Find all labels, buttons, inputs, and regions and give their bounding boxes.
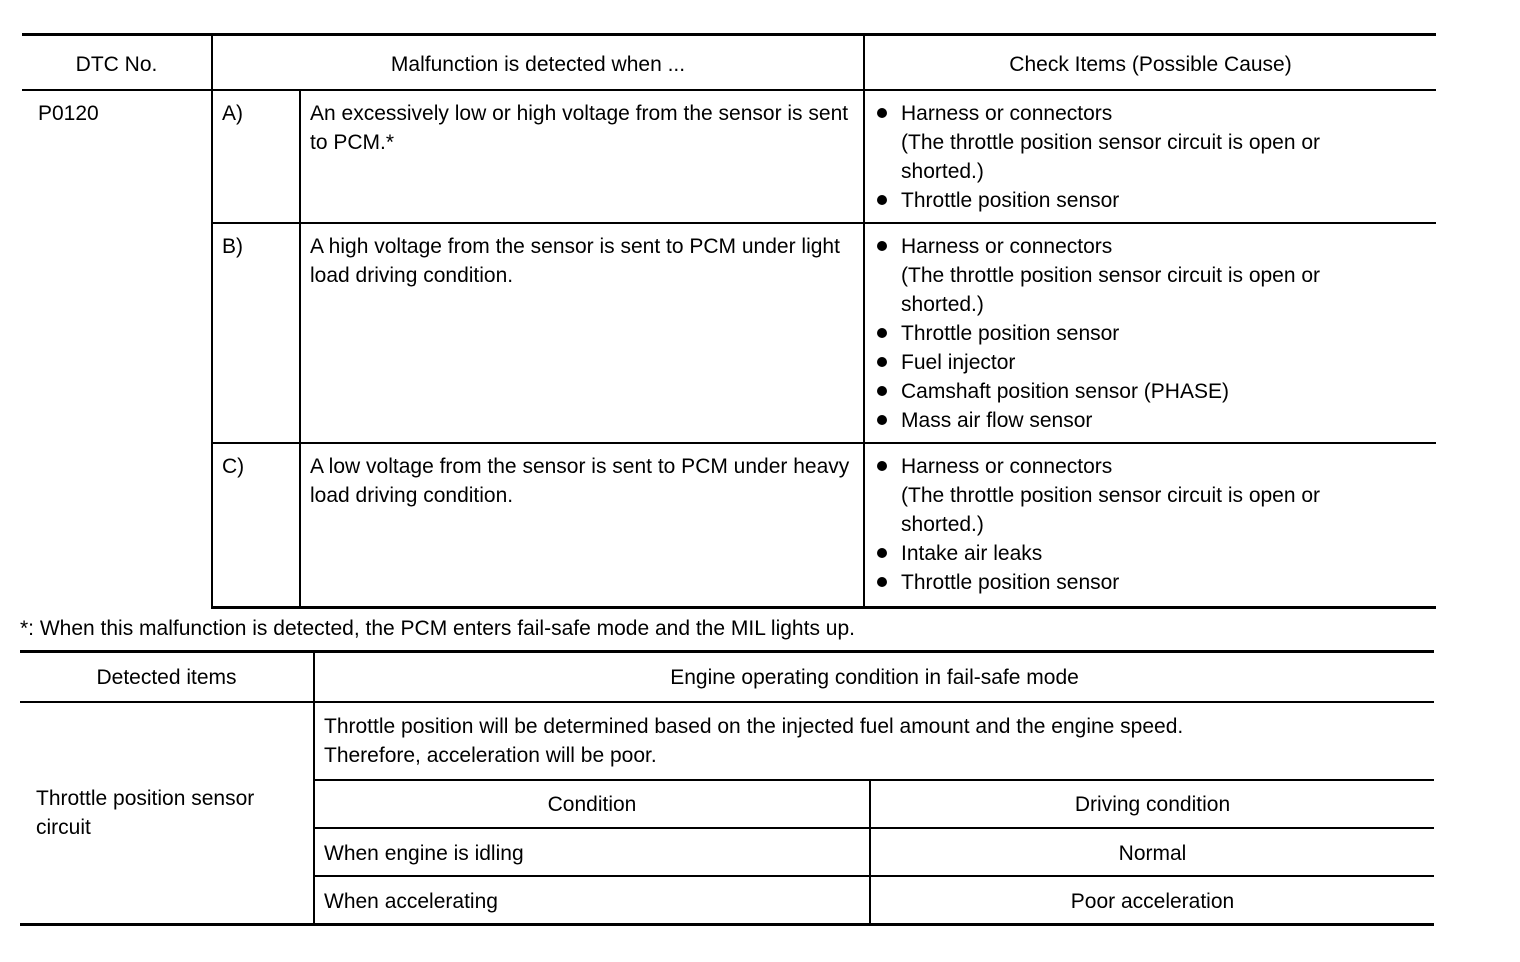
bullet-icon — [877, 357, 887, 367]
check-items-cell — [864, 90, 1436, 223]
list-item — [875, 319, 1436, 348]
bullet-icon — [877, 241, 887, 251]
bullet-icon — [877, 195, 887, 205]
list-item — [875, 377, 1436, 406]
bullet-icon — [877, 108, 887, 118]
failsafe-description-line1: Throttle position will be determined based on the injected fuel amount and the engine speed. — [324, 715, 1184, 738]
header-engine-condition: Engine operating condition in fail-safe mode — [314, 652, 1434, 703]
driving-condition-cell: Poor acceleration — [870, 876, 1434, 925]
cause-item: Fuel injector — [901, 351, 1016, 374]
driving-condition-cell: Normal — [870, 828, 1434, 876]
table-row — [20, 702, 1434, 780]
list-item — [875, 186, 1436, 215]
condition-cell: When engine is idling — [314, 828, 870, 876]
cause-item: Throttle position sensor — [901, 189, 1120, 212]
malfunction-description: A low voltage from the sensor is sent to PCM under heavy load driving condition. — [300, 443, 864, 607]
header-check-items: Check Items (Possible Cause) — [864, 35, 1436, 91]
cause-note: (The throttle position sensor circuit is open or — [901, 484, 1321, 507]
list-item — [875, 481, 1436, 510]
header-malfunction: Malfunction is detected when ... — [212, 35, 864, 91]
cause-item: Camshaft position sensor (PHASE) — [901, 380, 1229, 403]
cause-note: shorted.) — [901, 513, 984, 536]
bullet-icon — [877, 328, 887, 338]
cause-item: Mass air flow sensor — [901, 409, 1093, 432]
dtc-code: P0120 — [38, 102, 99, 125]
failsafe-description-line2: Therefore, acceleration will be poor. — [324, 744, 657, 767]
bullet-icon — [877, 386, 887, 396]
subheader-driving-condition: Driving condition — [870, 780, 1434, 828]
cause-item: Throttle position sensor — [901, 322, 1120, 345]
bullet-icon — [877, 548, 887, 558]
bullet-icon — [877, 577, 887, 587]
cause-item: Throttle position sensor — [901, 571, 1120, 594]
failsafe-header-row — [20, 652, 1434, 703]
cause-note: (The throttle position sensor circuit is open or — [901, 131, 1321, 154]
list-item — [875, 452, 1436, 481]
cause-item: Harness or connectors — [901, 455, 1113, 478]
row-label: A) — [212, 90, 300, 223]
header-detected-items: Detected items — [20, 652, 314, 703]
cause-note: shorted.) — [901, 293, 984, 316]
cause-item: Intake air leaks — [901, 542, 1043, 565]
condition-cell: When accelerating — [314, 876, 870, 925]
list-item — [875, 232, 1436, 261]
detected-item-text: Throttle position sensor circuit — [36, 787, 255, 839]
footnote: *: When this malfunction is detected, the PCM enters fail-safe mode and the MIL lights up. — [20, 617, 855, 640]
table-row — [22, 90, 1436, 223]
failsafe-table — [20, 650, 1434, 926]
malfunction-description: An excessively low or high voltage from the sensor is sent to PCM.* — [300, 90, 864, 223]
cause-item: Harness or connectors — [901, 102, 1113, 125]
check-items-cell — [864, 443, 1436, 607]
header-dtc-no: DTC No. — [22, 35, 212, 91]
list-item — [875, 99, 1436, 128]
dtc-table-header-row — [22, 35, 1436, 91]
list-item — [875, 348, 1436, 377]
list-item — [875, 406, 1436, 435]
list-item — [875, 157, 1436, 186]
row-label: B) — [212, 223, 300, 443]
table-row — [22, 223, 1436, 443]
table-row — [22, 443, 1436, 607]
cause-item: Harness or connectors — [901, 235, 1113, 258]
row-label: C) — [212, 443, 300, 607]
failsafe-description — [314, 702, 1434, 780]
cause-note: shorted.) — [901, 160, 984, 183]
check-items-cell — [864, 223, 1436, 443]
list-item — [875, 128, 1436, 157]
cause-note: (The throttle position sensor circuit is open or — [901, 264, 1321, 287]
malfunction-description: A high voltage from the sensor is sent to PCM under light load driving condition. — [300, 223, 864, 443]
list-item — [875, 539, 1436, 568]
list-item — [875, 290, 1436, 319]
list-item — [875, 568, 1436, 597]
detected-item — [20, 702, 314, 925]
list-item — [875, 510, 1436, 539]
subheader-condition: Condition — [314, 780, 870, 828]
bullet-icon — [877, 415, 887, 425]
list-item — [875, 261, 1436, 290]
bullet-icon — [877, 461, 887, 471]
dtc-table — [22, 33, 1436, 609]
